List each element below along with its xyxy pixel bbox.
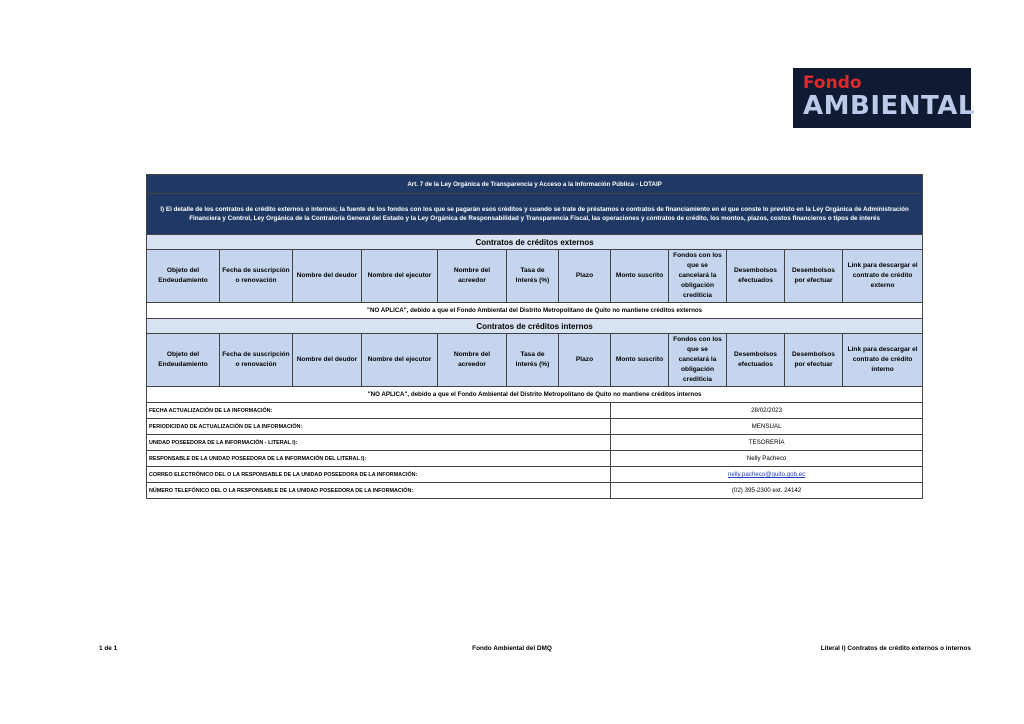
column-header: Fondos con los que se cancelará la obligación crediticia: [669, 250, 727, 303]
table-title: Art. 7 de la Ley Orgánica de Transparencia y Acceso a la Información Pública - LOTAIP: [147, 175, 923, 194]
info-row: [147, 403, 923, 419]
info-row: [147, 451, 923, 467]
column-header: Plazo: [559, 250, 611, 303]
column-header: Fecha de suscripción o renovación: [220, 250, 293, 303]
footer-page-number: 1 de 1: [99, 645, 118, 652]
column-header: Desembolsos efectuados: [727, 250, 785, 303]
internal-header-row: [147, 334, 923, 387]
column-header: Monto suscrito: [611, 250, 669, 303]
column-header: Fecha de suscripción o renovación: [220, 334, 293, 387]
info-label: FECHA ACTUALIZACIÓN DE LA INFORMACIÓN:: [147, 403, 611, 419]
info-value: (02) 395-2300 ext. 24142: [611, 483, 923, 499]
column-header: Nombre del acreedor: [438, 334, 507, 387]
column-header: Desembolsos efectuados: [727, 334, 785, 387]
column-header: Desembolsos por efectuar: [785, 250, 843, 303]
internal-section-title: Contratos de créditos internos: [147, 319, 923, 334]
info-row: [147, 419, 923, 435]
info-value: Nelly Pacheco: [611, 451, 923, 467]
info-label: UNIDAD POSEEDORA DE LA INFORMACIÓN - LITERAL l):: [147, 435, 611, 451]
column-header: Link para descargar el contrato de crédito interno: [843, 334, 923, 387]
footer-right-text: Literal l) Contratos de crédito externos o internos: [820, 645, 971, 652]
lotaip-sheet: [146, 174, 922, 499]
column-header: Nombre del deudor: [293, 334, 362, 387]
info-label: NÚMERO TELEFÓNICO DEL O LA RESPONSABLE DE LA UNIDAD POSEEDORA DE LA INFORMACIÓN:: [147, 483, 611, 499]
info-value: TESORERÍA: [611, 435, 923, 451]
column-header: Objeto del Endeudamiento: [147, 250, 220, 303]
footer-center-text: Fondo Ambiental del DMQ: [472, 645, 552, 652]
column-header: Monto suscrito: [611, 334, 669, 387]
info-row: [147, 483, 923, 499]
info-row: [147, 467, 923, 483]
column-header: Objeto del Endeudamiento: [147, 334, 220, 387]
responsible-email-link[interactable]: nelly.pacheco@quito.gob.ec: [727, 471, 806, 478]
info-value: MENSUAL: [611, 419, 923, 435]
column-header: Fondos con los que se cancelará la obligación crediticia: [669, 334, 727, 387]
external-note: "NO APLICA", debido a que el Fondo Ambiental del Distrito Metropolitano de Quito no mantiene créditos externos: [147, 303, 923, 319]
info-label: CORREO ELECTRÓNICO DEL O LA RESPONSABLE DE LA UNIDAD POSEEDORA DE LA INFORMACIÓN:: [147, 467, 611, 483]
column-header: Nombre del ejecutor: [362, 250, 438, 303]
credit-contracts-table: [146, 174, 923, 499]
logo-line2: AMBIENTAL: [803, 91, 975, 121]
column-header: Nombre del acreedor: [438, 250, 507, 303]
external-header-row: [147, 250, 923, 303]
logo-line1: Fondo: [803, 73, 862, 93]
info-label: RESPONSABLE DE LA UNIDAD POSEEDORA DE LA INFORMACIÓN DEL LITERAL l):: [147, 451, 611, 467]
info-label: PERIODICIDAD DE ACTUALIZACIÓN DE LA INFORMACIÓN:: [147, 419, 611, 435]
fondo-ambiental-logo: [793, 68, 975, 128]
column-header: Desembolsos por efectuar: [785, 334, 843, 387]
column-header: Tasa de Interés (%): [507, 334, 559, 387]
info-value: 28/02/2023: [611, 403, 923, 419]
info-row: [147, 435, 923, 451]
column-header: Nombre del ejecutor: [362, 334, 438, 387]
column-header: Plazo: [559, 334, 611, 387]
internal-note: "NO APLICA", debido a que el Fondo Ambiental del Distrito Metropolitano de Quito no mantiene créditos internos: [147, 387, 923, 403]
column-header: Link para descargar el contrato de crédito externo: [843, 250, 923, 303]
column-header: Nombre del deudor: [293, 250, 362, 303]
table-description: l) El detalle de los contratos de crédito externos o internos; la fuente de los fondos con los que se pagarán esos créditos y cuando se trate de préstamos o contratos de financiamiento en el que conste lo previsto en la Ley Orgánica de Administración Financiera y Control, Ley Orgánica de la Contraloría General del Estado y la Ley Orgánica de Responsabilidad y Transparencia Fiscal, las operaciones y contratos de crédito, los montos, plazos, costos financieros o tipos de interés: [147, 194, 923, 235]
external-section-title: Contratos de créditos externos: [147, 235, 923, 250]
column-header: Tasa de Interés (%): [507, 250, 559, 303]
info-value: [611, 467, 923, 483]
